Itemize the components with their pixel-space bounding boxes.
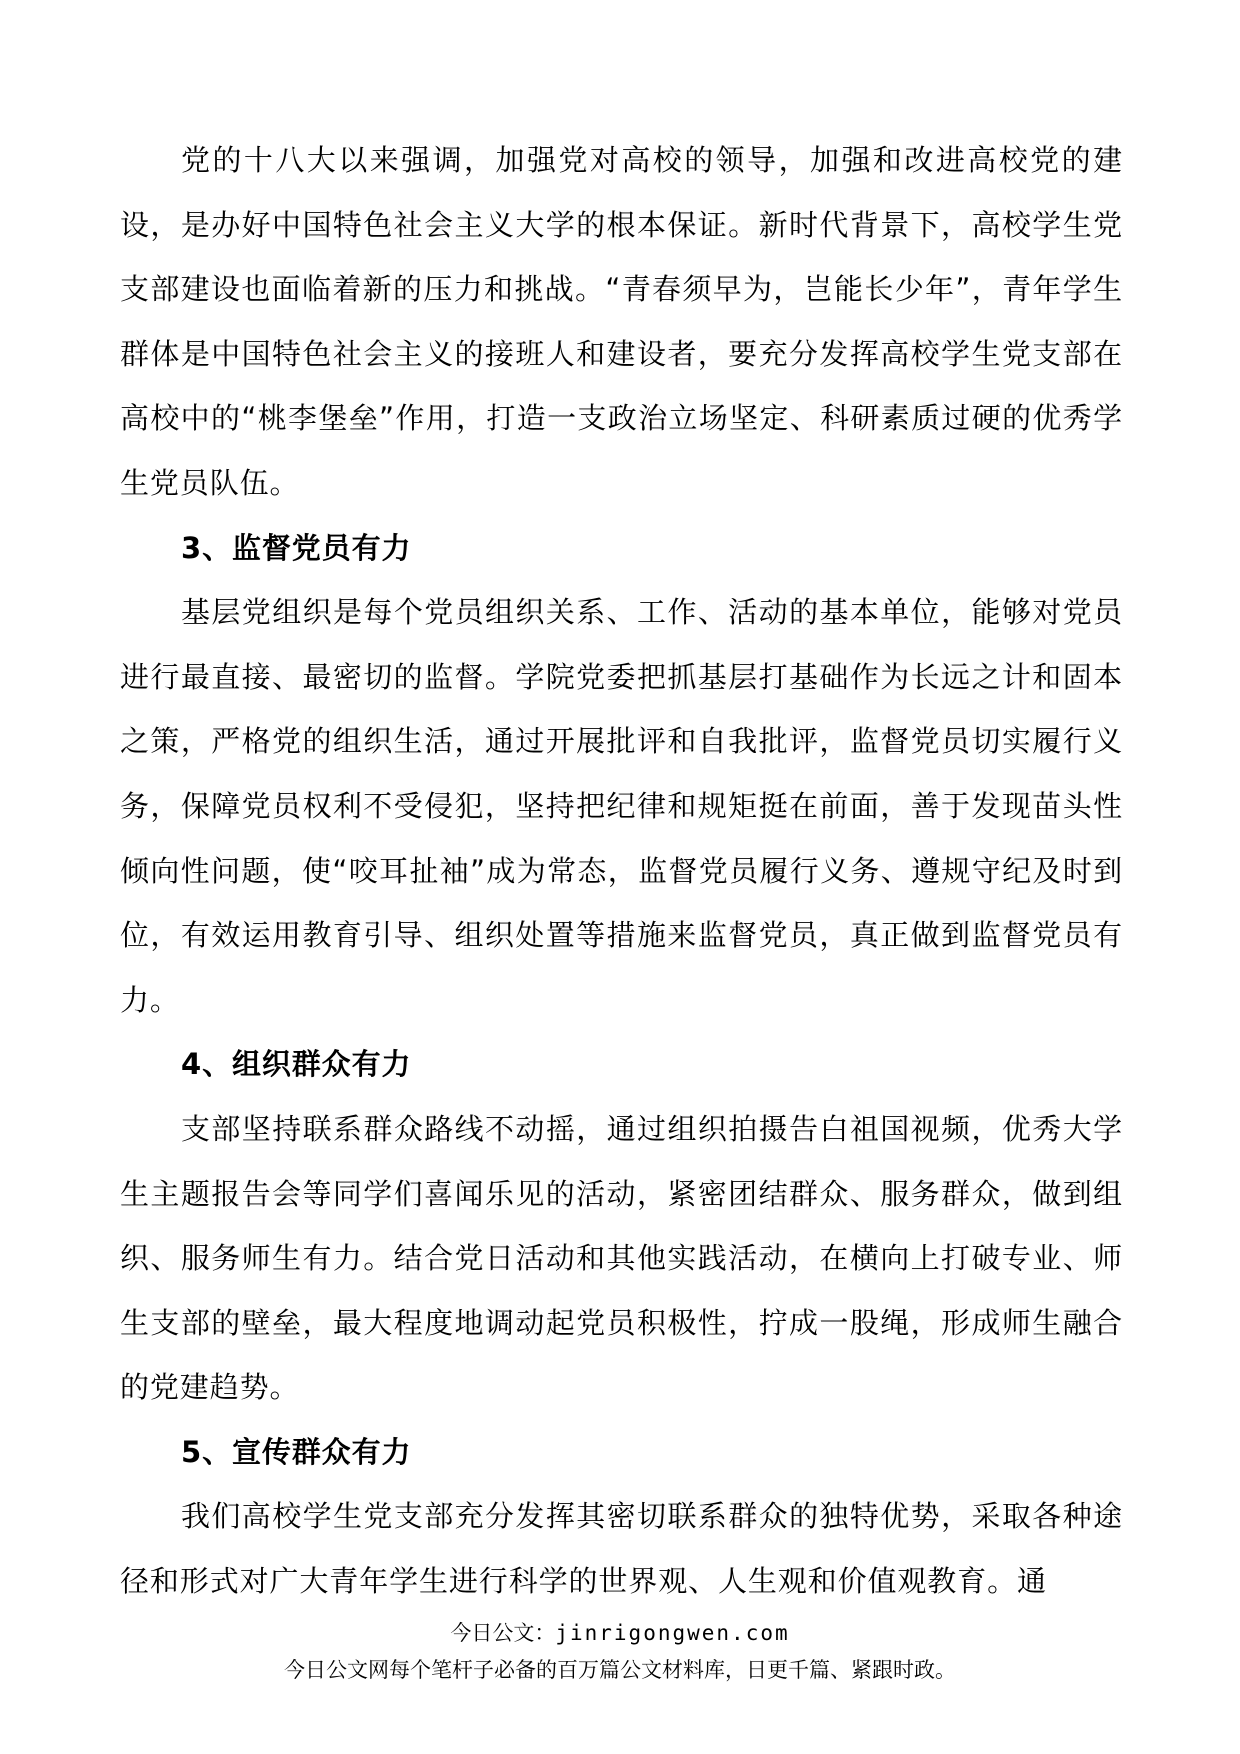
footer-site-url[interactable]: jinrigongwen.com: [555, 1621, 790, 1645]
footer-site-line: [0, 1618, 1240, 1648]
paragraph-intro: 党的十八大以来强调，加强党对高校的领导，加强和改进高校党的建设，是办好中国特色社会主义大学的根本保证。新时代背景下，高校学生党支部建设也面临着新的压力和挑战。“青春须早为，岂能长少年”，青年学生群体是中国特色社会主义的接班人和建设者，要充分发挥高校学生党支部在高校中的“桃李堡垒”作用，打造一支政治立场坚定、科研素质过硬的优秀学生党员队伍。: [120, 143, 1123, 500]
section-heading-4: 4、组织群众有力: [181, 1047, 412, 1082]
document-body: [120, 128, 1123, 1614]
paragraph-publicize-masses: 我们高校学生党支部充分发挥其密切联系群众的独特优势，采取各种途径和形式对广大青年学生进行科学的世界观、人生观和价值观教育。通: [120, 1499, 1123, 1599]
section-heading-3: 3、监督党员有力: [181, 530, 412, 565]
footer-site-label: 今日公文：: [450, 1621, 556, 1645]
section-heading-5: 5、宣传群众有力: [181, 1434, 412, 1469]
paragraph-supervise-members: 基层党组织是每个党员组织关系、工作、活动的基本单位，能够对党员进行最直接、最密切的监督。学院党委把抓基层打基础作为长远之计和固本之策，严格党的组织生活，通过开展批评和自我批评，监督党员切实履行义务，保障党员权利不受侵犯，坚持把纪律和规矩挺在前面，善于发现苗头性倾向性问题，使“咬耳扯袖”成为常态，监督党员履行义务、遵规守纪及时到位，有效运用教育引导、组织处置等措施来监督党员，真正做到监督党员有力。: [120, 595, 1123, 1017]
paragraph-organize-masses: 支部坚持联系群众路线不动摇，通过组织拍摄告白祖国视频，优秀大学生主题报告会等同学们喜闻乐见的活动，紧密团结群众、服务群众，做到组织、服务师生有力。结合党日活动和其他实践活动，在横向上打破专业、师生支部的壁垒，最大程度地调动起党员积极性，拧成一股绳，形成师生融合的党建趋势。: [120, 1111, 1123, 1405]
footer-slogan: 今日公文网每个笔杆子必备的百万篇公文材料库，日更千篇、紧跟时政。: [284, 1658, 956, 1682]
